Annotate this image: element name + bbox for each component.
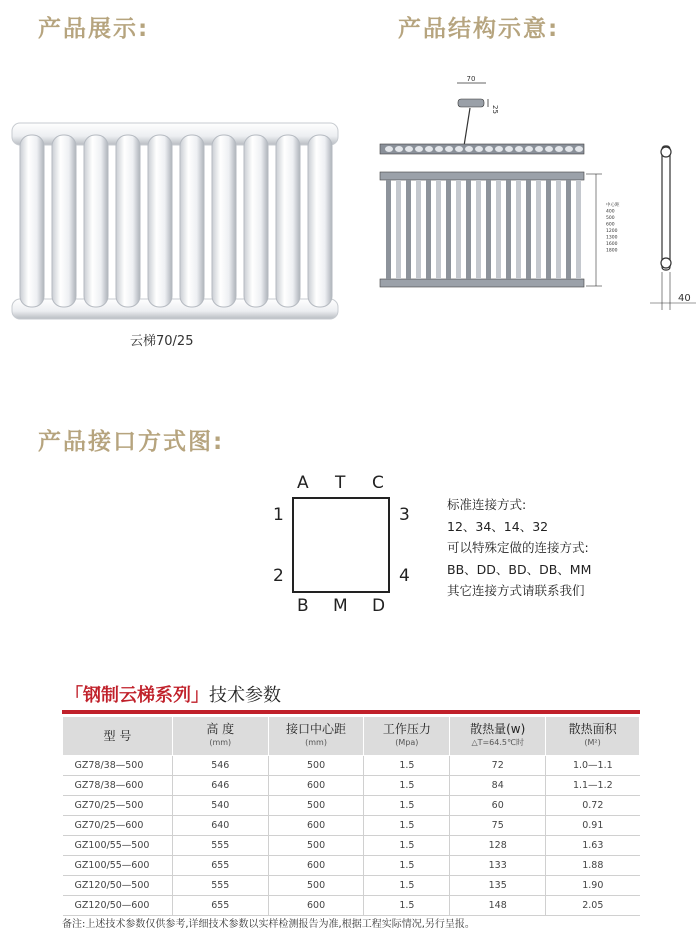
radiator-column	[52, 135, 76, 307]
table-row	[63, 856, 640, 876]
table-cell: 72	[450, 756, 546, 776]
table-cell: 1.0—1.1	[546, 756, 640, 776]
top-bump	[395, 146, 403, 152]
title-bracket-close: 」	[191, 685, 209, 706]
radiator-column	[308, 135, 332, 307]
top-bump	[385, 146, 393, 152]
conn-label-t: T	[335, 473, 346, 493]
table-cell: 2.05	[546, 896, 640, 916]
note-custom-values: BB、DD、BD、DB、MM	[447, 561, 592, 577]
top-bump	[555, 146, 563, 152]
side-dim-label: 25	[491, 105, 499, 114]
table-cell: GZ70/25—500	[63, 796, 173, 816]
table-cell: 75	[450, 816, 546, 836]
connection-notes	[447, 494, 591, 602]
profile-detail	[457, 75, 499, 146]
conn-label-m: M	[333, 596, 348, 616]
display-heading: 产品展示:	[38, 16, 150, 42]
table-row	[63, 756, 640, 776]
table-cell: GZ120/50—600	[63, 896, 173, 916]
radiator-photo	[8, 115, 343, 325]
height-value: 1800	[606, 248, 618, 254]
structure-column	[386, 180, 391, 279]
title-divider	[62, 710, 640, 714]
table-row	[63, 816, 640, 836]
top-bump	[535, 146, 543, 152]
table-cell: 655	[172, 856, 268, 876]
table-cell: 1.88	[546, 856, 640, 876]
top-bump	[405, 146, 413, 152]
table-cell: 1.5	[364, 856, 450, 876]
top-bump	[475, 146, 483, 152]
table-cell: 600	[268, 856, 364, 876]
table-cell: 1.5	[364, 876, 450, 896]
table-cell: 128	[450, 836, 546, 856]
height-value: 中心距	[606, 203, 620, 208]
top-bump	[435, 146, 443, 152]
top-bump	[465, 146, 473, 152]
radiator-column	[148, 135, 172, 307]
table-row	[63, 836, 640, 856]
table-cell: 1.5	[364, 816, 450, 836]
structure-column	[496, 180, 501, 279]
top-bump	[565, 146, 573, 152]
table-cell: GZ100/55—500	[63, 836, 173, 856]
table-cell: 555	[172, 876, 268, 896]
note-standard-values: 12、34、14、32	[447, 518, 549, 534]
conn-label-1: 1	[273, 505, 284, 525]
structure-column	[556, 180, 561, 279]
table-cell: 640	[172, 816, 268, 836]
conn-label-c: C	[372, 473, 384, 493]
radiator-column	[84, 135, 108, 307]
th-area: 散热面积 (M²)	[546, 717, 640, 756]
table-cell: 500	[268, 796, 364, 816]
table-row	[63, 896, 640, 916]
footnote: 备注:上述技术参数仅供参考,详细技术参数以实样检测报告为准,根据工程实际情况,另行呈报。	[62, 919, 475, 930]
structure-column	[576, 180, 581, 279]
top-bump	[425, 146, 433, 152]
title-series: 钢制云梯系列	[83, 685, 191, 706]
table-header-row	[63, 717, 640, 756]
table-cell: 655	[172, 896, 268, 916]
table-cell: GZ70/25—600	[63, 816, 173, 836]
table-cell: 500	[268, 836, 364, 856]
table-cell: 546	[172, 756, 268, 776]
height-value: 1600	[606, 242, 618, 247]
table-cell: 1.5	[364, 836, 450, 856]
height-value: 400	[606, 209, 615, 215]
table-row	[63, 876, 640, 896]
structure-diagram	[378, 74, 620, 296]
table-cell: 1.5	[364, 776, 450, 796]
note-custom-title: 可以特殊定做的连接方式:	[447, 540, 589, 555]
table-cell: 555	[172, 836, 268, 856]
structure-column	[446, 180, 451, 279]
top-bump	[505, 146, 513, 152]
top-bump	[485, 146, 493, 152]
table-cell: GZ78/38—500	[63, 756, 173, 776]
th-heat-output: 散热量(w) △T=64.5℃时	[450, 717, 546, 756]
radiator-column	[276, 135, 300, 307]
table-cell: 133	[450, 856, 546, 876]
side-view	[640, 140, 698, 320]
structure-column	[456, 180, 461, 279]
table-cell: 600	[268, 776, 364, 796]
table-row	[63, 796, 640, 816]
height-value: 1200	[606, 229, 618, 234]
title-suffix: 技术参数	[209, 685, 281, 706]
top-bump	[455, 146, 463, 152]
table-cell: 500	[268, 756, 364, 776]
table-cell: 60	[450, 796, 546, 816]
structure-column	[436, 180, 441, 279]
structure-column	[476, 180, 481, 279]
structure-column	[416, 180, 421, 279]
product-caption: 云梯70/25	[130, 334, 194, 349]
connection-heading: 产品接口方式图:	[38, 429, 225, 455]
structure-column	[536, 180, 541, 279]
table-cell: 1.63	[546, 836, 640, 856]
structure-column	[486, 180, 491, 279]
table-cell: 646	[172, 776, 268, 796]
table-title	[65, 681, 281, 707]
table-cell: GZ100/55—600	[63, 856, 173, 876]
table-cell: 135	[450, 876, 546, 896]
table-cell: 0.91	[546, 816, 640, 836]
top-bump	[515, 146, 523, 152]
top-bump	[495, 146, 503, 152]
radiator-column	[244, 135, 268, 307]
structure-column	[396, 180, 401, 279]
note-standard-title: 标准连接方式:	[447, 497, 527, 512]
table-cell: 0.72	[546, 796, 640, 816]
table-cell: 600	[268, 816, 364, 836]
th-height: 高 度 (mm)	[172, 717, 268, 756]
table-cell: 84	[450, 776, 546, 796]
conn-label-3: 3	[399, 505, 410, 525]
structure-column	[506, 180, 511, 279]
radiator-column	[116, 135, 140, 307]
table-cell: 1.90	[546, 876, 640, 896]
structure-heading: 产品结构示意:	[398, 16, 560, 42]
radiator-column	[20, 135, 44, 307]
structure-column	[516, 180, 521, 279]
th-model: 型 号	[63, 717, 173, 756]
spec-table	[62, 716, 640, 916]
depth-dim-label: 40	[678, 293, 691, 304]
height-value: 600	[606, 222, 615, 228]
structure-column	[546, 180, 551, 279]
table-row	[63, 776, 640, 796]
conn-label-d: D	[372, 596, 386, 616]
table-cell: 1.5	[364, 756, 450, 776]
conn-label-4: 4	[399, 566, 410, 586]
table-cell: GZ78/38—600	[63, 776, 173, 796]
table-cell: 540	[172, 796, 268, 816]
conn-label-a: A	[297, 473, 309, 493]
radiator-column	[212, 135, 236, 307]
table-cell: 1.5	[364, 796, 450, 816]
top-bump	[525, 146, 533, 152]
top-bump	[445, 146, 453, 152]
table-cell: GZ120/50—500	[63, 876, 173, 896]
top-bump	[415, 146, 423, 152]
title-bracket-open: 「	[65, 685, 83, 706]
structure-column	[406, 180, 411, 279]
height-value: 500	[606, 216, 615, 221]
radiator-column	[180, 135, 204, 307]
top-dim-label: 70	[466, 75, 476, 83]
height-value: 1300	[606, 235, 618, 241]
structure-column	[526, 180, 531, 279]
table-cell: 1.5	[364, 896, 450, 916]
conn-label-2: 2	[273, 566, 284, 586]
connection-box	[292, 497, 390, 593]
table-cell: 600	[268, 896, 364, 916]
th-center-distance: 接口中心距 (mm)	[268, 717, 364, 756]
table-cell: 1.1—1.2	[546, 776, 640, 796]
th-pressure: 工作压力 (Mpa)	[364, 717, 450, 756]
table-cell: 148	[450, 896, 546, 916]
conn-label-b: B	[297, 596, 309, 616]
top-bump	[575, 146, 583, 152]
structure-column	[426, 180, 431, 279]
structure-column	[566, 180, 571, 279]
note-contact: 其它连接方式请联系我们	[447, 583, 585, 598]
table-cell: 500	[268, 876, 364, 896]
top-bump	[545, 146, 553, 152]
structure-column	[466, 180, 471, 279]
